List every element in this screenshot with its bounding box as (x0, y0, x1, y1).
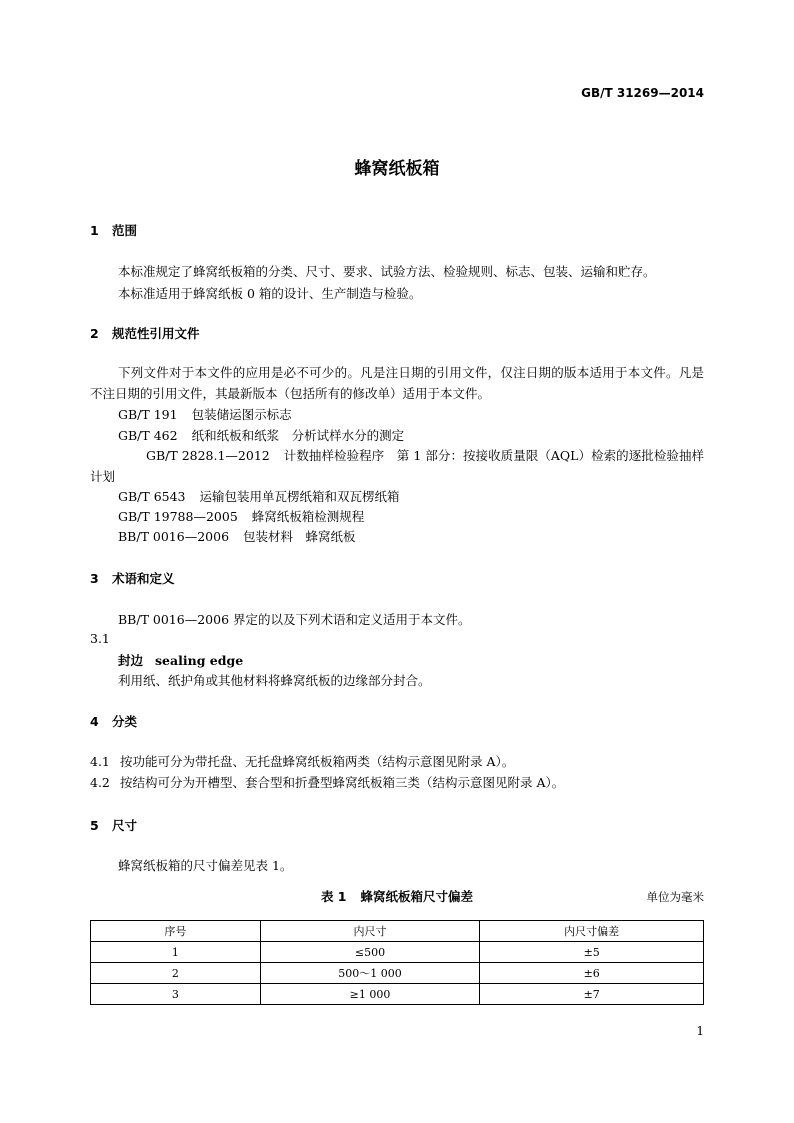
standard-number: GB/T 31269—2014 (581, 86, 704, 100)
table-unit-note: 单位为毫米 (646, 890, 704, 904)
reference-code: GB/T 19788—2005 (118, 509, 238, 524)
section-number: 1 (90, 223, 99, 238)
column-header-inner-size: 内尺寸 (260, 921, 480, 942)
term-chinese: 封边 (118, 653, 144, 668)
term-english: sealing edge (155, 653, 244, 668)
reference-title: 计数抽样检验程序 第 1 部分：按接收质量限（AQL）检索的逐批检验抽样计划 (90, 448, 704, 484)
table-cell: ±6 (480, 963, 704, 984)
reference-code: BB/T 0016—2006 (118, 529, 230, 544)
paragraph: BB/T 0016—2006 界定的以及下列术语和定义适用于本文件。 (118, 612, 471, 627)
paragraph: 本标准适用于蜂窝纸板 0 箱的设计、生产制造与检验。 (118, 286, 422, 301)
paragraph: 本标准规定了蜂窝纸板箱的分类、尺寸、要求、试验方法、检验规则、标志、包装、运输和贮存。 (118, 264, 656, 279)
section-number: 5 (90, 818, 99, 833)
clause-number: 3.1 (90, 631, 110, 646)
subclause-number: 4.2 (90, 775, 110, 790)
reference-item (118, 527, 356, 545)
reference-title: 纸和纸板和纸浆 分析试样水分的测定 (191, 428, 405, 443)
subclause-number: 4.1 (90, 754, 110, 769)
term-entry (118, 651, 243, 669)
section-title: 分类 (112, 714, 138, 729)
reference-title: 蜂窝纸板箱检测规程 (251, 509, 365, 524)
reference-code: GB/T 2828.1—2012 (146, 448, 270, 463)
subclause-item (90, 773, 564, 791)
table-cell: ±7 (480, 984, 704, 1005)
table-label: 表 1 (320, 889, 347, 904)
subclause-text: 按结构可分为开槽型、套合型和折叠型蜂窝纸板箱三类（结构示意图见附录 A）。 (120, 775, 565, 790)
subclause-text: 按功能可分为带托盘、无托盘蜂窝纸板箱两类（结构示意图见附录 A）。 (120, 754, 515, 769)
section-title: 范围 (112, 223, 138, 238)
table-row (91, 942, 704, 963)
table-cell: 500～1 000 (260, 963, 480, 984)
reference-code: GB/T 191 (118, 407, 178, 422)
term-definition: 利用纸、纸护角或其他材料将蜂窝纸板的边缘部分封合。 (118, 673, 431, 688)
reference-code: GB/T 6543 (118, 489, 186, 504)
paragraph: 下列文件对于本文件的应用是必不可少的。凡是注日期的引用文件，仅注日期的版本适用于本文件。凡是不注日期的引用文件，其最新版本（包括所有的修改单）适用于本文件。 (90, 365, 704, 401)
section-3-heading (90, 569, 175, 587)
table-cell: ≥1 000 (260, 984, 480, 1005)
section-number: 3 (90, 571, 99, 586)
section-number: 4 (90, 714, 99, 729)
reference-item (118, 426, 404, 444)
section-title: 术语和定义 (112, 571, 175, 586)
reference-item (118, 507, 364, 525)
dimension-tolerance-table (90, 920, 704, 1005)
section-5-heading (90, 816, 137, 834)
reference-code: GB/T 462 (118, 428, 178, 443)
column-header-seq: 序号 (91, 921, 261, 942)
page-number: 1 (696, 1024, 704, 1038)
section-title: 尺寸 (112, 818, 138, 833)
paragraph: 蜂窝纸板箱的尺寸偏差见表 1。 (118, 858, 293, 873)
table-cell: ≤500 (260, 942, 480, 963)
reference-title: 包装材料 蜂窝纸板 (243, 529, 356, 544)
document-title: 蜂窝纸板箱 (354, 159, 440, 179)
table-header-row (91, 921, 704, 942)
reference-title: 包装储运图示标志 (191, 407, 292, 422)
section-number: 2 (90, 326, 99, 341)
column-header-tolerance: 内尺寸偏差 (480, 921, 704, 942)
table-cell: ±5 (480, 942, 704, 963)
reference-item (90, 445, 704, 487)
section-title: 规范性引用文件 (112, 326, 200, 341)
table-cell: 1 (91, 942, 261, 963)
reference-title: 运输包装用单瓦楞纸箱和双瓦楞纸箱 (199, 489, 400, 504)
reference-item (118, 487, 400, 505)
section-2-heading (90, 324, 200, 342)
section-4-heading (90, 712, 137, 730)
table-row (91, 963, 704, 984)
table-title: 蜂窝纸板箱尺寸偏差 (360, 889, 474, 904)
section-1-heading (90, 221, 137, 239)
table-cell: 2 (91, 963, 261, 984)
reference-item (118, 405, 292, 423)
subclause-item (90, 752, 514, 770)
table-cell: 3 (91, 984, 261, 1005)
table-row (91, 984, 704, 1005)
